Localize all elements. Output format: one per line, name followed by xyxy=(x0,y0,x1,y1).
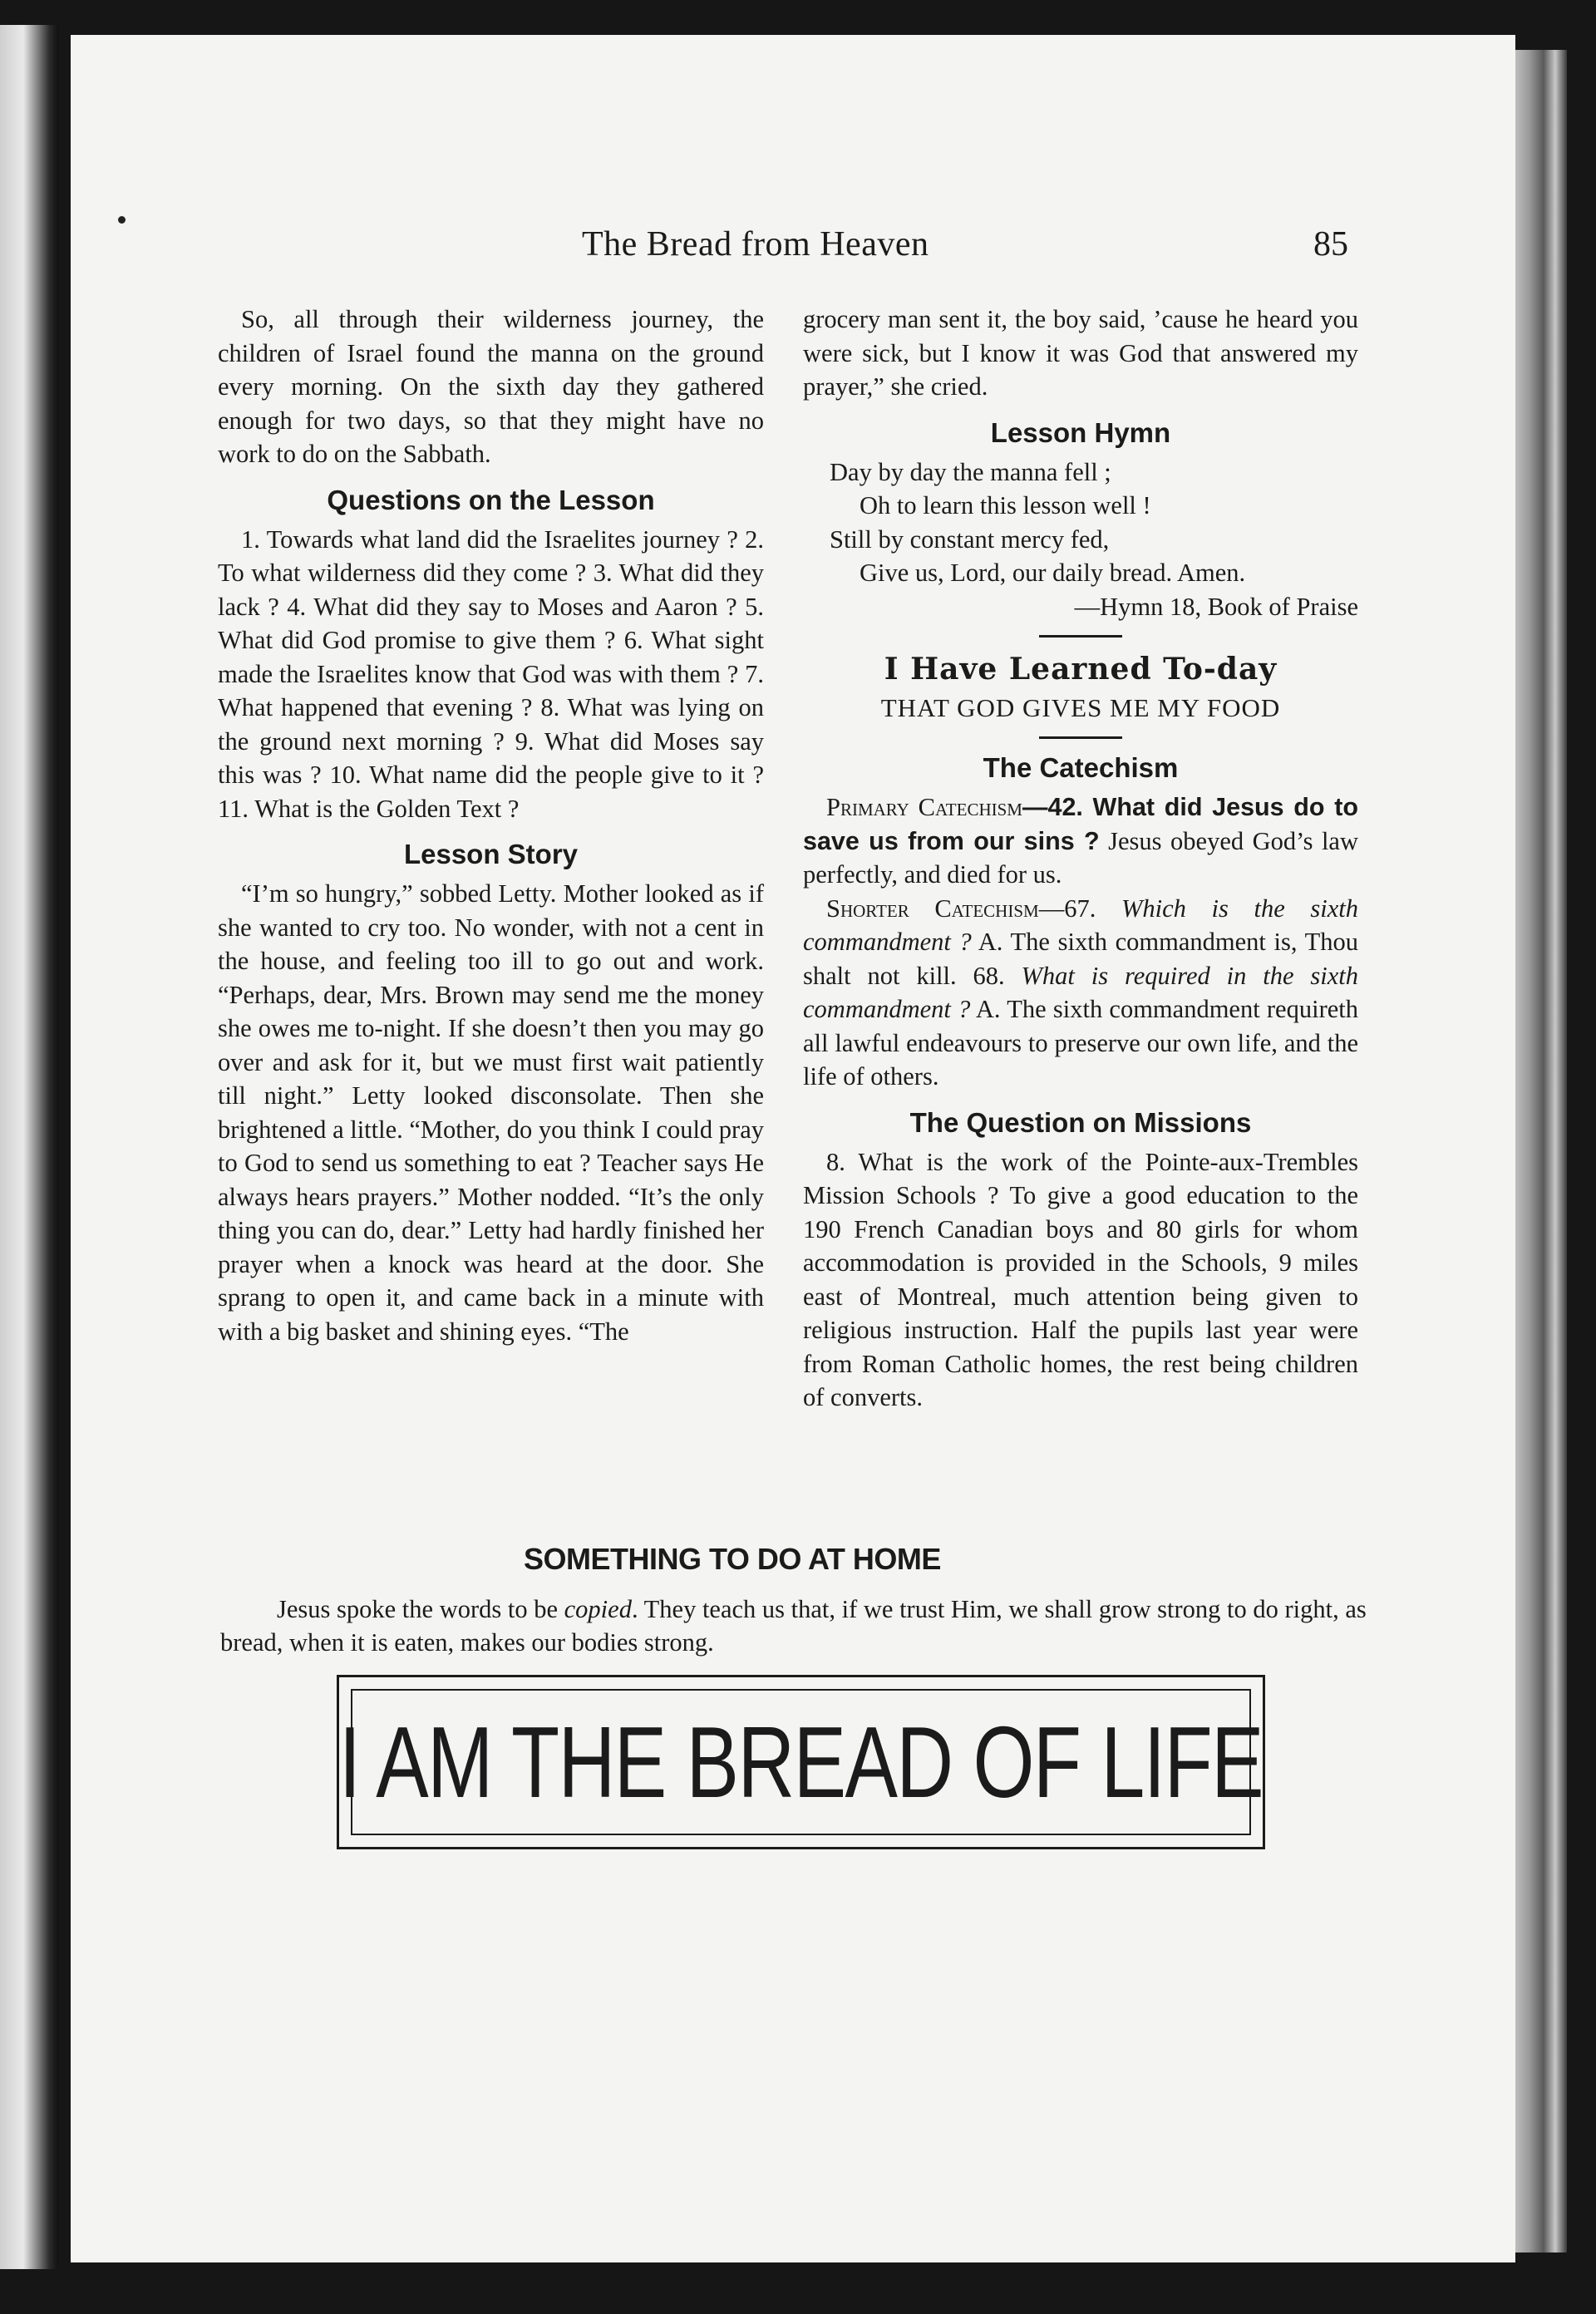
divider xyxy=(1039,635,1122,638)
book-spine-right xyxy=(1509,50,1567,2252)
intro-paragraph: So, all through their wilderness journey, the children of Israel found the manna on the ground every morning. On the sixth day they gathered enough for two days, so that they might have no work to do on the Sabbath. xyxy=(218,305,764,468)
missions-heading: The Question on Missions xyxy=(909,1106,1252,1138)
right-column xyxy=(803,303,1358,1415)
questions-paragraph: 1. Towards what land did the Israelites journey ? 2. To what wilderness did they come ? 3. What did they lack ? 4. What did they say to Moses and Aaron ? 5. What did God promise to give them ? 6. What sight made the Israelites know that God was with them ? 7. What happened that evening ? 8. What was lying on the ground next morning ? 9. What did Moses say this was ? 10. What name did the people give to it ? 11. What is the Golden Text ? xyxy=(218,524,764,823)
shorter-answer-68: A. The sixth commandment requireth all lawful endeavours to preserve our own life, and the life of others. xyxy=(803,995,1358,1091)
motto-frame xyxy=(337,1675,1265,1849)
hymn-line: Day by day the manna fell ; xyxy=(830,457,1111,486)
primary-answer: Jesus obeyed God’s law perfectly, and died for us. xyxy=(803,826,1358,889)
book-spine-left xyxy=(0,25,58,2269)
story-heading: Lesson Story xyxy=(403,839,579,869)
home-text-start: Jesus spoke the words to be xyxy=(277,1595,564,1623)
learned-heading: I Have Learned To-day xyxy=(884,652,1278,687)
hymn-line: Give us, Lord, our daily bread. Amen. xyxy=(860,559,1246,587)
home-paragraph xyxy=(220,1593,1367,1659)
home-text-italic: copied xyxy=(564,1595,632,1623)
motto-inner-frame xyxy=(338,1689,1264,1835)
shorter-catechism xyxy=(803,892,1358,1094)
primary-catechism xyxy=(803,790,1358,892)
shorter-answer-67: A. The sixth commandment is, Thou shalt not kill. 68. xyxy=(803,928,1358,990)
hymn-attribution: —Hymn 18, Book of Praise xyxy=(1074,592,1358,621)
home-text-end: . They teach us that, if we trust Him, we shall grow strong to do right, as bread, when it is eaten, makes our bodies strong. xyxy=(220,1595,1367,1657)
story-paragraph: “I’m so hungry,” sobbed Letty. Mother looked as if she wanted to cry too. No wonder, with not a cent in the house, and feeling too ill to go out and work. “Perhaps, dear, Mrs. Brown may send me the money she owes me to-night. If she doesn’t then you may go over and ask for it, but we must first wait patiently till night.” Letty looked disconsolate. Then she brightened a little. “Mother, do you think I could pray to God to send us something to eat ? Teacher says He always hears prayers.” Mother nodded. “It’s the only thing you can do, dear.” Letty had hardly finished her prayer when a knock was heard at the door. She sprang to open it, and came back in a minute with with a big basket and shining eyes. “The xyxy=(218,879,764,1346)
catechism-heading: The Catechism xyxy=(983,752,1179,783)
story-continued: grocery man sent it, the boy said, ’cause he heard you were sick, but I know it was God that answered my prayer,” she cried. xyxy=(803,305,1358,401)
primary-label: Primary Catechism xyxy=(826,793,1022,821)
hymn-heading: Lesson Hymn xyxy=(990,416,1171,448)
learned-text: THAT GOD GIVES ME MY FOOD xyxy=(880,692,1281,722)
page-number: 85 xyxy=(1313,225,1348,263)
shorter-label: Shorter Catechism xyxy=(826,894,1039,923)
hymn-line: Still by constant mercy fed, xyxy=(830,524,1110,554)
hymn-line: Oh to learn this lesson well ! xyxy=(860,491,1151,519)
motto-text: I AM THE BREAD OF LIFE xyxy=(338,1706,1264,1819)
shorter-number: —67. xyxy=(1038,894,1121,923)
left-column xyxy=(218,303,764,1348)
margin-dot xyxy=(118,216,126,224)
missions-paragraph: 8. What is the work of the Pointe-aux-Trembles Mission Schools ? To give a good education to the 190 French Canadian boys and 80 girls for whom accommodation is provided in the Schools, 9 miles east of Montreal, much attention being given to religious instruction. Half the pupils last year were from Roman Catholic homes, the rest being children of converts. xyxy=(803,1147,1358,1411)
questions-heading: Questions on the Lesson xyxy=(327,484,655,515)
home-heading: SOMETHING TO DO AT HOME xyxy=(524,1542,941,1576)
primary-question: —42. What did Jesus do to save us from our sins ? xyxy=(803,793,1358,855)
shorter-question-67: Which is the sixth commandment ? xyxy=(803,894,1358,956)
running-head: The Bread from Heaven xyxy=(582,225,929,263)
divider xyxy=(1039,736,1122,739)
shorter-question-68: What is required in the sixth commandment ? xyxy=(803,961,1358,1023)
hymn-verse xyxy=(803,455,1358,624)
